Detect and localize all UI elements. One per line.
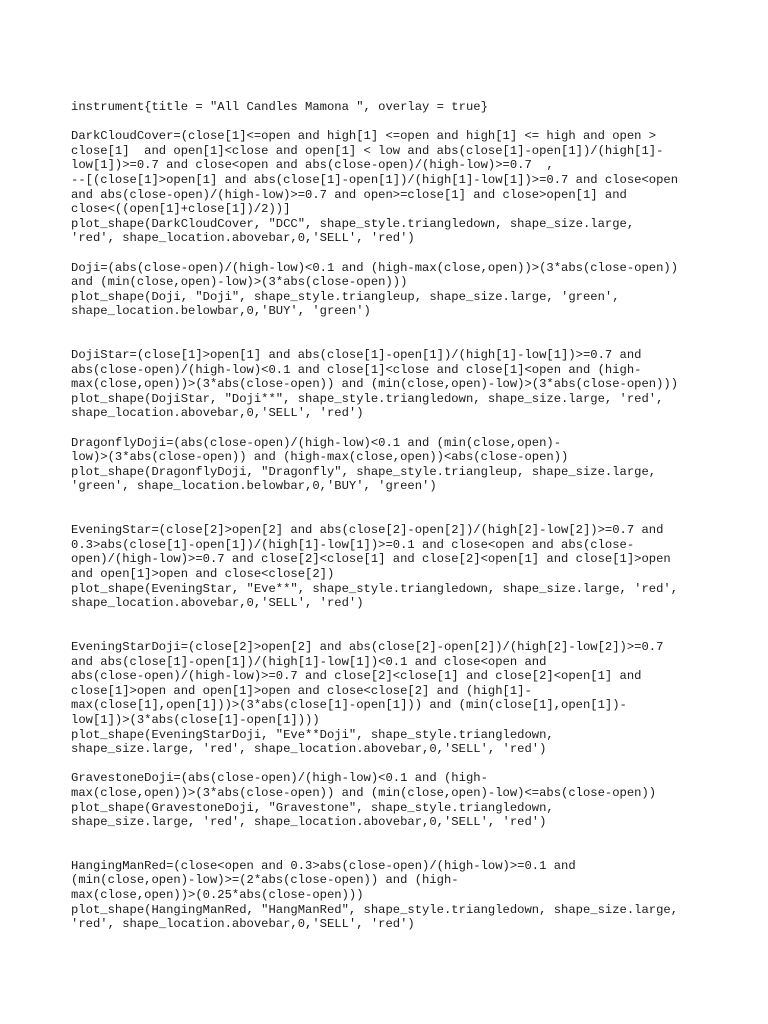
code-line: plot_shape(DragonflyDoji, "Dragonfly", shape_style.triangleup, shape_size.large, <box>71 464 657 479</box>
code-line <box>71 625 711 640</box>
code-line: low[1])>(3*abs(close[1]-open[1]))) <box>71 712 320 727</box>
code-line: abs(close-open)/(high-low)<0.1 and close[1]<close and close[1]<open and (high- <box>71 362 642 377</box>
code-line: plot_shape(Doji, "Doji", shape_style.triangleup, shape_size.large, 'green', <box>71 289 620 304</box>
code-line: 'green', shape_location.belowbar,0,'BUY', 'green') <box>71 479 437 494</box>
code-line: EveningStar=(close[2]>open[2] and abs(close[2]-open[2])/(high[2]-low[2])>=0.7 and <box>71 523 664 538</box>
code-line: and abs(close-open)/(high-low)>=0.7 and open>=close[1] and close>open[1] and <box>71 187 627 202</box>
code-line: --[(close[1]>open[1] and abs(close[1]-open[1])/(high[1]-low[1])>=0.7 and close<open <box>71 172 679 187</box>
code-line: Doji=(abs(close-open)/(high-low)<0.1 and (high-max(close,open))>(3*abs(close-open)) <box>71 260 679 275</box>
code-line: 0.3>abs(close[1]-open[1])/(high[1]-low[1])>=0.1 and close<open and abs(close- <box>71 537 635 552</box>
code-line: and abs(close[1]-open[1])/(high[1]-low[1])<0.1 and close<open and <box>71 654 547 669</box>
code-line: EveningStarDoji=(close[2]>open[2] and abs(close[2]-open[2])/(high[2]-low[2])>=0.7 <box>71 639 664 654</box>
code-line <box>71 115 711 130</box>
code-line <box>71 611 711 626</box>
code-line <box>71 421 711 436</box>
code-line: shape_location.belowbar,0,'BUY', 'green') <box>71 304 371 319</box>
code-line: low)>(3*abs(close-open)) and (high-max(close,open))<abs(close-open)) <box>71 450 569 465</box>
code-line: max(close,open))>(3*abs(close-open)) and (min(close,open)-low)>(3*abs(close-open))) <box>71 377 679 392</box>
code-line: shape_size.large, 'red', shape_location.abovebar,0,'SELL', 'red') <box>71 815 547 830</box>
code-line: close[1]>open and open[1]>open and close<close[2] and (high[1]- <box>71 683 532 698</box>
code-line: max(close[1],open[1]))>(3*abs(close[1]-open[1])) and (min(close[1],open[1])- <box>71 698 627 713</box>
code-line <box>71 757 711 772</box>
code-line: plot_shape(EveningStar, "Eve**", shape_style.triangledown, shape_size.large, 'red', <box>71 581 679 596</box>
code-document <box>71 100 711 932</box>
code-line: shape_size.large, 'red', shape_location.abovebar,0,'SELL', 'red') <box>71 742 547 757</box>
code-line <box>71 494 711 509</box>
code-line: plot_shape(DojiStar, "Doji**", shape_style.triangledown, shape_size.large, 'red', <box>71 391 664 406</box>
code-line <box>71 509 711 524</box>
code-line <box>71 844 711 859</box>
code-line: shape_location.abovebar,0,'SELL', 'red') <box>71 406 364 421</box>
code-line: GravestoneDoji=(abs(close-open)/(high-low)<0.1 and (high- <box>71 771 488 786</box>
code-line: shape_location.abovebar,0,'SELL', 'red') <box>71 596 364 611</box>
code-line: close<((open[1]+close[1])/2))] <box>71 202 291 217</box>
code-line <box>71 334 711 349</box>
code-line: max(close,open))>(3*abs(close-open)) and (min(close,open)-low)<=abs(close-open)) <box>71 785 657 800</box>
code-line: (min(close,open)-low)>=(2*abs(close-open)) and (high- <box>71 873 459 888</box>
code-line <box>71 830 711 845</box>
code-line: close[1] and open[1]<close and open[1] < low and abs(close[1]-open[1])/(high[1]- <box>71 143 664 158</box>
code-line: low[1])>=0.7 and close<open and abs(close-open)/(high-low)>=0.7 , <box>71 158 554 173</box>
code-line: HangingManRed=(close<open and 0.3>abs(close-open)/(high-low)>=0.1 and <box>71 858 576 873</box>
code-line <box>71 246 711 261</box>
code-line: 'red', shape_location.abovebar,0,'SELL', 'red') <box>71 231 415 246</box>
code-line: DarkCloudCover=(close[1]<=open and high[1] <=open and high[1] <= high and open > <box>71 129 657 144</box>
code-line: instrument{title = "All Candles Mamona ", overlay = true} <box>71 100 488 114</box>
code-line <box>71 319 711 334</box>
code-line: DragonflyDoji=(abs(close-open)/(high-low)<0.1 and (min(close,open)- <box>71 435 562 450</box>
code-line: DojiStar=(close[1]>open[1] and abs(close[1]-open[1])/(high[1]-low[1])>=0.7 and <box>71 348 642 363</box>
code-line: and (min(close,open)-low)>(3*abs(close-open))) <box>71 275 408 290</box>
code-line: plot_shape(EveningStarDoji, "Eve**Doji", shape_style.triangledown, <box>71 727 554 742</box>
code-line: max(close,open))>(0.25*abs(close-open))) <box>71 888 364 903</box>
code-line: and open[1]>open and close<close[2]) <box>71 567 335 581</box>
code-line: open)/(high-low)>=0.7 and close[2]<close[1] and close[2]<open[1] and close[1]>open <box>71 552 671 567</box>
code-line: plot_shape(HangingManRed, "HangManRed", shape_style.triangledown, shape_size.large, <box>71 902 679 917</box>
code-line: plot_shape(GravestoneDoji, "Gravestone", shape_style.triangledown, <box>71 800 554 815</box>
code-line: plot_shape(DarkCloudCover, "DCC", shape_style.triangledown, shape_size.large, <box>71 216 635 231</box>
code-line: abs(close-open)/(high-low)>=0.7 and close[2]<close[1] and close[2]<open[1] and <box>71 669 642 684</box>
code-line: 'red', shape_location.abovebar,0,'SELL', 'red') <box>71 917 415 932</box>
